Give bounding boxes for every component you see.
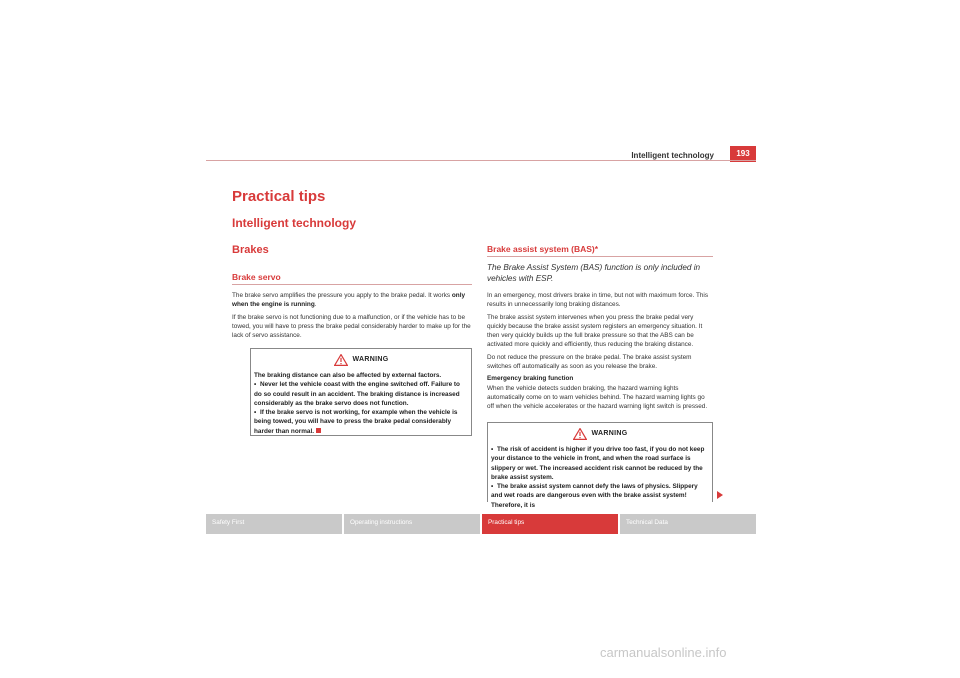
bas-body [487, 291, 713, 415]
bullet-icon: • [254, 409, 257, 417]
emergency-braking-heading: Emergency braking function [487, 375, 574, 383]
warning-bullet: • The brake assist system cannot defy the laws of physics. Slippery and wet roads are dangerous even with the brake assist system! Therefore, it is [491, 483, 698, 509]
bas-rule [487, 256, 713, 257]
bas-warning-box [487, 422, 713, 509]
tab-technical-data[interactable]: Technical Data [620, 514, 756, 534]
bullet-icon: • [254, 381, 257, 389]
bas-heading: Brake assist system (BAS)* [487, 244, 599, 254]
brake-servo-paragraph-2: If the brake servo is not functioning due to a malfunction, or if the vehicle has to be towed, you will have to press the brake pedal considerably harder to make up for the lack of servo assistance. [232, 313, 471, 340]
bas-paragraph-1: In an emergency, most drivers brake in time, but not with maximum force. This results in unnecessarily long braking distances. [487, 292, 709, 309]
bas-paragraph-2: The brake assist system intervenes when you press the brake pedal very quickly because the brake assist system registers an emergency situation. It then very quickly builds up the full brake pressure so that the ABS can be activated more quickly and efficiently, thus reducing the braking distance. [487, 313, 703, 349]
section-title: Intelligent technology [232, 216, 357, 230]
warning-title: WARNING [352, 356, 389, 364]
tab-operating-instructions[interactable]: Operating instructions [344, 514, 480, 534]
bas-lead: The Brake Assist System (BAS) function is only included in vehicles with ESP. [487, 263, 701, 283]
topic-title: Brakes [232, 244, 269, 256]
warning-header [488, 428, 712, 440]
warning-header [251, 354, 471, 366]
page-number-badge: 193 [730, 146, 756, 162]
chapter-title: Practical tips [232, 188, 326, 205]
bas-paragraph-3: Do not reduce the pressure on the brake pedal. The brake assist system switches off automatically as soon as you release the brake. [487, 353, 692, 371]
warning-bullet: • Never let the vehicle coast with the engine switched off. Failure to do so could result in an accident. The braking distance is increased considerably as the brake servo does not function. [254, 381, 460, 407]
brake-servo-body [232, 291, 472, 343]
tab-practical-tips[interactable]: Practical tips [482, 514, 618, 534]
bullet-icon: • [491, 446, 494, 453]
brake-servo-heading: Brake servo [232, 272, 281, 282]
section-end-icon [316, 428, 321, 433]
warning-triangle-icon [573, 428, 587, 440]
continued-arrow-icon [717, 491, 723, 499]
footer-tab-bar [206, 514, 756, 534]
warning-bullet: • If the brake servo is not working, for example when the vehicle is being towed, you will have to press the brake pedal considerably harder than normal. [254, 409, 458, 435]
warning-bullet: • The risk of accident is higher if you drive too fast, if you do not keep your distance to the vehicle in front, and when the road surface is slippery or wet. The increased accident risk cannot be reduced by the brake assist system. [491, 446, 705, 481]
tab-safety-first[interactable]: Safety First [206, 514, 342, 534]
running-header-title: Intelligent technology [631, 151, 714, 160]
watermark-text: carmanualsonline.info [600, 645, 727, 660]
header-rule [206, 160, 756, 161]
brake-servo-warning-box [250, 348, 472, 436]
brake-servo-rule [232, 284, 472, 285]
warning-intro: The braking distance can also be affected by external factors. [254, 372, 442, 379]
bas-paragraph-4: When the vehicle detects sudden braking, the hazard warning lights automatically come on to warn vehicles behind. The hazard warning lights go off when the vehicle accelerates or the hazard warning light switch is pressed. [487, 384, 708, 411]
bullet-icon: • [491, 483, 494, 491]
warning-title: WARNING [591, 430, 628, 438]
brake-servo-paragraph-1: The brake servo amplifies the pressure you apply to the brake pedal. It works only when the engine is running. [232, 292, 466, 309]
warning-triangle-icon [334, 354, 348, 366]
